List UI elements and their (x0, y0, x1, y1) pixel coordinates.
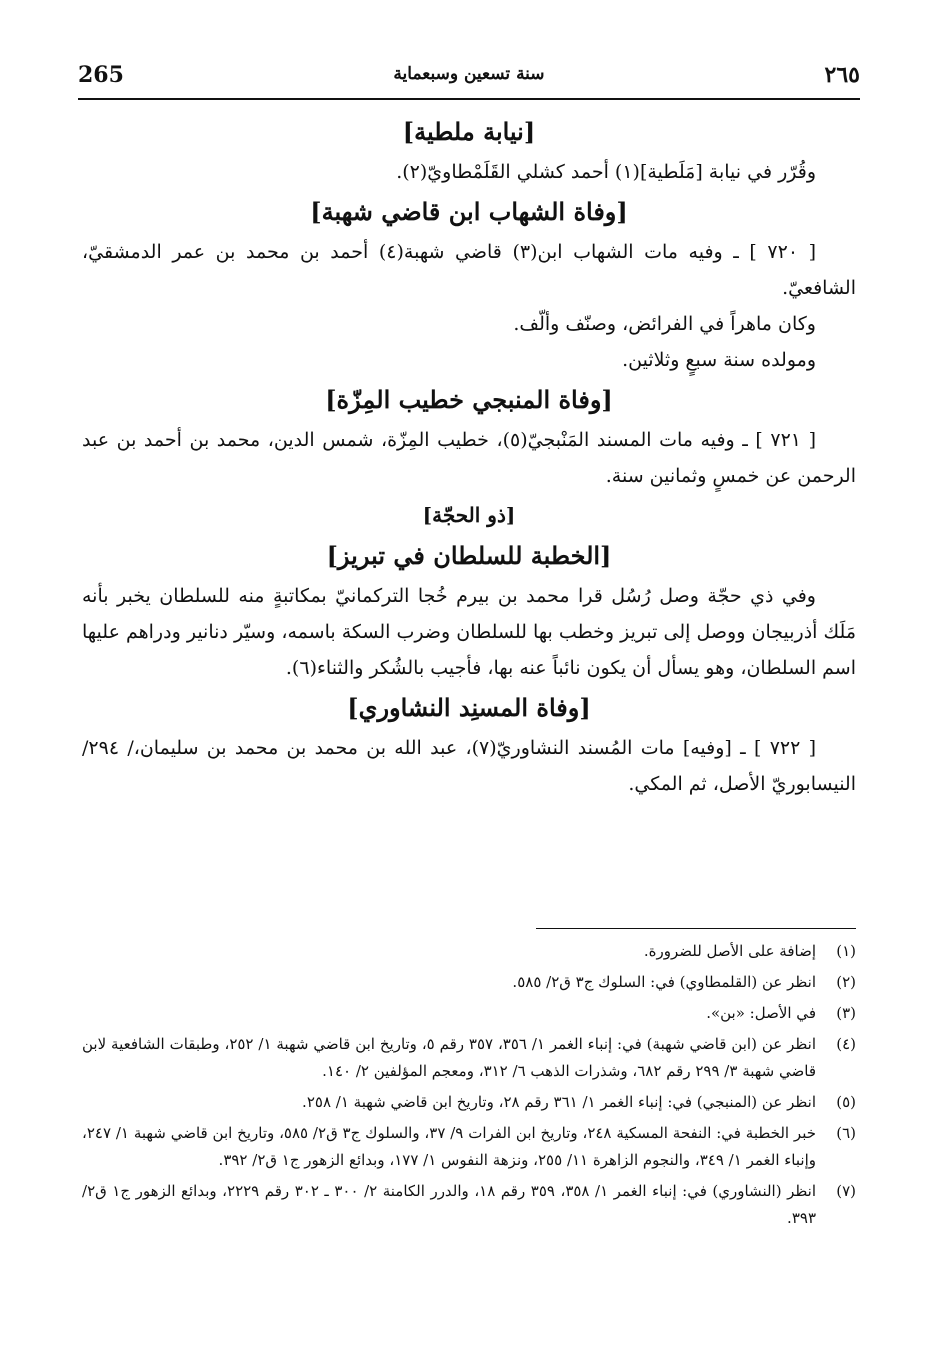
main-text (82, 110, 856, 802)
page-number-latin: 265 (78, 62, 124, 88)
footnote-number: (٢) (836, 973, 856, 991)
paragraph: ومولده سنة سبعٍ وثلاثين. (622, 349, 816, 371)
footnote-text: إضافة على الأصل للضرورة. (643, 942, 816, 960)
section-title-manbiji: [وفاة المنبجي خطيب المِزّة] (325, 385, 613, 414)
footnote-text: خبر الخطبة في: النفحة المسكية ٢٤٨، وتاريخ ابن الفرات ٩/ ٣٧، والسلوك ج٣ ق٢/ ٥٨٥، وتاريخ ابن قاضي شهبة ١/ ٢٤٧، وإنباء الغمر ١/ ٣٤٩، والنجوم الزاهرة ١١/ ٢٥٥، ونزهة النفوس ١/ ١٧٧، وبدائع الزهور ج١ ق٢/ ٣٩٢. (82, 1124, 817, 1169)
footnote-number: (٣) (836, 1004, 856, 1022)
footnote-text: انظر (النشاوري) في: إنباء الغمر ١/ ٣٥٨، ٣٥٩ رقم ١٨، والدرر الكامنة ٢/ ٣٠٠ ـ ٣٠٢ رقم ٢٢٢٩، وبدائع الزهور ج١ ق٢/ ٣٩٣. (82, 1182, 817, 1227)
footnotes (82, 938, 856, 1236)
footnote (82, 1120, 856, 1174)
footnote-rule (536, 928, 856, 929)
month-heading: [ذو الحجّة] (422, 503, 516, 527)
footnote-text: في الأصل: «بن». (706, 1004, 816, 1022)
running-title: سنة تسعين وسبعماية (393, 64, 545, 84)
paragraph: [ ٧٢١ ] ـ وفيه مات المسند المَنْبجيّ(٥)، خطيب المِزّة، شمس الدين، محمد بن أحمد بن عبد الرحمن عن خمسٍ وثمانين سنة. (82, 429, 856, 487)
footnote-number: (٦) (836, 1124, 856, 1142)
footnote (82, 969, 856, 996)
paragraph: وكان ماهراً في الفرائض، وصنّف وألّف. (513, 313, 816, 335)
running-header (78, 62, 860, 96)
paragraph: [ ٧٢٠ ] ـ وفيه مات الشهاب ابن(٣) قاضي شهبة(٤) أحمد بن محمد بن عمر الدمشقيّ، الشافعيّ. (82, 241, 856, 299)
page-number-arabic: ٢٦٥ (824, 62, 860, 88)
footnote (82, 1178, 856, 1232)
footnote (82, 1000, 856, 1027)
footnote-number: (١) (836, 942, 856, 960)
paragraph: وفي ذي حجّة وصل رُسُل قرا محمد بن بيرم خُجا التركمانيّ بمكاتبةٍ منه للسلطان يخبر بأنه مَلَك أذربيجان ووصل إلى تبريز وخطب بها للسلطان وضرب السكة باسمه، وسيّر دنانير ودراهم عليها اسم السلطان، وهو يسأل أن يكون نائباً عنه بها، فأجيب بالشُكر والثناء(٦). (82, 585, 856, 679)
footnote (82, 1089, 856, 1116)
paragraph: وقُرّر في نيابة [مَلَطية](١) أحمد كشلي القَلَمْطاويّ(٢). (396, 161, 816, 183)
footnote-text: انظر عن (القلمطاوي) في: السلوك ج٣ ق٢/ ٥٨٥. (512, 973, 816, 991)
section-title-ibn-qadi-shuhba: [وفاة الشهاب ابن قاضي شهبة] (310, 197, 628, 226)
footnote-number: (٧) (836, 1182, 856, 1200)
footnote-number: (٤) (836, 1035, 856, 1053)
section-title-tabriz: [الخطبة للسلطان في تبريز] (326, 541, 612, 570)
footnote-number: (٥) (836, 1093, 856, 1111)
footnote-text: انظر عن (ابن قاضي شهبة) في: إنباء الغمر ١/ ٣٥٦، ٣٥٧ رقم ٥، وتاريخ ابن قاضي شهبة ١/ ٢٥٢، وطبقات الشافعية لابن قاضي شهبة ٣/ ٢٩٩ رقم ٦٨٢، وشذرات الذهب ٦/ ٣١٢، ومعجم المؤلفين ٢/ ١٤٠. (82, 1035, 817, 1080)
paragraph: [ ٧٢٢ ] ـ [وفيه] مات المُسند النشاوريّ(٧)، عبد الله بن محمد بن محمد بن سليمان،/ ٢٩٤/ النيسابوريّ الأصل، ثم المكي. (82, 737, 856, 795)
header-rule (78, 98, 860, 100)
footnote-text: انظر عن (المنبجي) في: إنباء الغمر ١/ ٣٦١ رقم ٢٨، وتاريخ ابن قاضي شهبة ١/ ٢٥٨. (302, 1093, 816, 1111)
footnote (82, 938, 856, 965)
footnote (82, 1031, 856, 1085)
section-title-nishawari: [وفاة المسنِد النشاوري] (347, 693, 591, 722)
section-title-malatya: [نيابة ملطية] (402, 117, 536, 146)
